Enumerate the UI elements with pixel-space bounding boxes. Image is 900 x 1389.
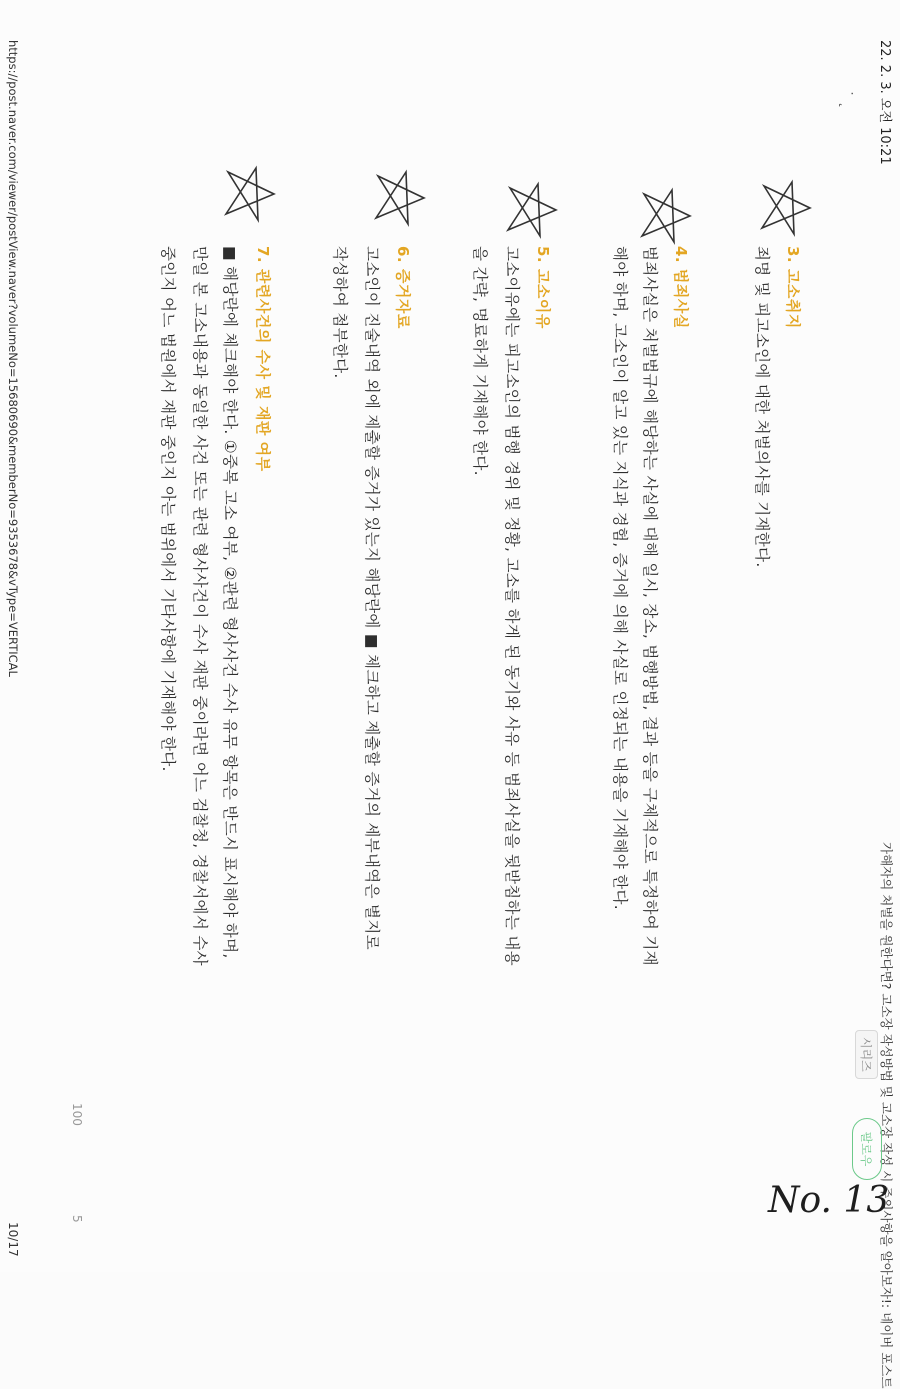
star-mark-icon (218, 164, 278, 224)
section-4-line-2: 해야 하며, 고소인이 알고 있는 지식과 경험, 증거에 의해 사실로 인정되는 내용을 기재해야 한다. (611, 246, 629, 911)
zoom-level-small: 5 (70, 1215, 84, 1223)
zoom-level: 100 (70, 1103, 84, 1126)
follow-button[interactable]: 팔로우 (852, 1118, 882, 1180)
section-7-line-1: ■ 해당란에 체크해야 한다. ①중복 고소 여부, ②관련 형사사건 수사 유무 항목은 반드시 표시해야 하며, (221, 246, 239, 959)
section-3-line-1: 죄명 및 피고소인에 대한 처벌의사를 기재한다. (753, 246, 771, 568)
section-heading-4: 4. 범죄사실 (672, 246, 690, 329)
section-5-line-1: 고소이유에는 피고소인의 범행 경위 및 정황, 고소를 하게 된 동기와 사유 등 범죄사실을 뒷받침하는 내용 (503, 246, 521, 966)
section-heading-3: 3. 고소취지 (784, 246, 802, 329)
handwritten-number: No. 13 (768, 1180, 890, 1221)
star-mark-icon (754, 178, 814, 238)
star-mark-icon (368, 168, 428, 228)
footer-page-number: 10/17 (6, 1222, 20, 1257)
print-page-title: 가해자의 처벌을 원한다면? 고소장 작성방법 및 고소장 작성 시 주의사항을 알아보자!: 네이버 포스트 (879, 842, 894, 1389)
section-7-line-3: 중인지 어느 법원에서 재판 중인지 아는 범위에서 기타사항에 기재해야 한다. (159, 246, 177, 772)
section-4-line-1: 범죄사실은 처벌법규에 해당하는 사실에 대해 일시, 장소, 범행방법, 결과 등을 구체적으로 특정하여 기재 (641, 246, 659, 966)
section-heading-7: 7. 관련사건의 수사 및 재판 여부 (254, 246, 272, 472)
series-button[interactable]: 시리즈 (855, 1030, 878, 1079)
section-6-line-2: 작성하여 첨부한다. (331, 246, 349, 379)
section-5-line-2: 을 간략, 명료하게 기재해야 한다. (471, 246, 489, 476)
star-mark-icon (634, 186, 694, 246)
scan-dots: ˙ ˛ (838, 90, 854, 109)
section-heading-6: 6. 증거자료 (394, 246, 412, 329)
print-datetime: 22. 2. 3. 오전 10:21 (877, 40, 892, 165)
section-7-line-2: 만일 본 고소내용과 동일한 사건 또는 관련 형사사건이 수사 재판 중이라면 어느 검찰청, 경찰서에서 수사 (191, 246, 209, 966)
star-mark-icon (500, 180, 560, 240)
footer-url: https://post.naver.com/viewer/postView.naver?volumeNo=15680690&memberNo=9353678&vType=VERTICAL (6, 40, 20, 677)
section-6-line-1: 고소인이 진술내역 외에 제출할 증거가 있는지 해당란에 ■ 체크하고 제출할 증거의 세부내역은 별지로 (363, 246, 381, 950)
section-heading-5: 5. 고소이유 (534, 246, 552, 329)
